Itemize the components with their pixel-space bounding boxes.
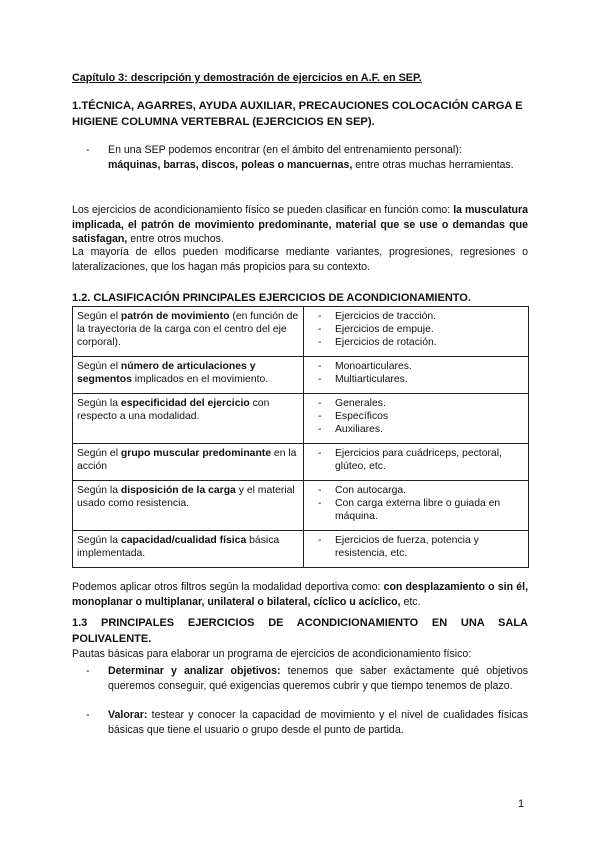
- text: implicados en el movimiento.: [131, 374, 269, 385]
- table-row: [73, 531, 529, 568]
- list-item: - Ejercicios para cuádriceps, pectoral, glúteo, etc.: [308, 447, 524, 473]
- list-item: - Con carga externa libre o guiada en máquina.: [308, 497, 524, 523]
- list-item: - Ejercicios de rotación.: [308, 336, 524, 349]
- bullet-dash: -: [86, 144, 90, 156]
- bold-text: con desplazamiento o sin él, monoplanar o multiplanar, unilateral o bilateral, cíclico u acíclico,: [72, 581, 529, 608]
- bullet-dash: -: [86, 709, 90, 721]
- section-heading-1-3: 1.3 PRINCIPALES EJERCICIOS DE ACONDICIONAMIENTO EN UNA SALA POLIVALENTE.: [72, 617, 528, 645]
- types-cell: [304, 394, 529, 444]
- text: Según el: [77, 448, 121, 459]
- classification-table: [72, 306, 529, 568]
- text: en la acción: [77, 448, 297, 472]
- list-item: - Con autocarga.: [308, 484, 524, 497]
- bold-text: especificidad del ejercicio: [120, 398, 250, 409]
- text: Según el: [77, 311, 121, 322]
- bullet-text: entre otras muchas herramientas.: [352, 158, 514, 171]
- text: Según el: [77, 361, 121, 372]
- text: con respecto a una modalidad.: [77, 398, 270, 422]
- criterion-cell: [73, 357, 304, 394]
- list-item: - Ejercicios de fuerza, potencia y resistencia, etc.: [308, 534, 524, 560]
- table-row: [73, 394, 529, 444]
- list-item: [86, 708, 528, 737]
- list-item: [86, 143, 528, 172]
- page-number: 1: [518, 798, 525, 810]
- list-item: - Monoarticulares.: [308, 360, 524, 373]
- bullet-text: tenemos que saber exáctamente qué objetivos queremos conseguir, qué exigencias queremos cubrir y que tiempo tenemos de plazo.: [108, 665, 529, 692]
- list-item: - Multiarticulares.: [308, 373, 524, 386]
- text: y el material usado como resistencia.: [77, 485, 295, 509]
- bold-text: máquinas, barras, discos, poleas o mancuernas,: [108, 158, 353, 171]
- text: Según la: [77, 398, 121, 409]
- list-item: - Generales.: [308, 397, 524, 410]
- text: Podemos aplicar otros filtros según la modalidad deportiva como:: [72, 581, 384, 593]
- text: Según la: [77, 535, 121, 546]
- text: básica implementada.: [77, 535, 280, 559]
- paragraph: La mayoría de ellos pueden modificarse mediante variantes, progresiones, regresiones o lateralizaciones, que los hagan más propicios para su contexto.: [72, 246, 528, 273]
- section-heading-1: 1.TÉCNICA, AGARRES, AYUDA AUXILIAR, PRECAUCIONES COLOCACIÓN CARGA E HIGIENE COLUMNA VERTEBRAL (EJERCICIOS EN SEP).: [72, 100, 523, 128]
- bold-text: Valorar:: [108, 709, 148, 721]
- criterion-cell: [73, 444, 304, 481]
- paragraph: [72, 580, 528, 609]
- table-row: [73, 444, 529, 481]
- bold-text: Determinar y analizar objetivos:: [108, 665, 281, 677]
- criterion-cell: [73, 481, 304, 531]
- text: etc.: [400, 595, 421, 608]
- list-item: - Ejercicios de tracción.: [308, 310, 524, 323]
- text: entre otros muchos.: [127, 233, 224, 245]
- bold-text: patrón de movimiento: [120, 311, 230, 322]
- text: Según la: [77, 485, 121, 496]
- table-row: [73, 307, 529, 357]
- bullet-text: testear y conocer la capacidad de movimiento y el nivel de cualidades físicas básicas que tiene el usuario o grupo desde el punto de partida.: [108, 709, 528, 736]
- bold-text: número de articulaciones y segmentos: [77, 361, 256, 385]
- types-cell: [304, 357, 529, 394]
- types-cell: [304, 481, 529, 531]
- criterion-cell: [73, 394, 304, 444]
- section-heading-1-2: 1.2. CLASIFICACIÓN PRINCIPALES EJERCICIOS DE ACONDICIONAMIENTO.: [72, 292, 471, 304]
- bold-text: grupo muscular predominante: [120, 448, 272, 459]
- list-item: - Auxiliares.: [308, 423, 524, 436]
- table-row: [73, 357, 529, 394]
- list-item: [86, 664, 529, 693]
- types-cell: [304, 531, 529, 568]
- bullet-dash: -: [86, 665, 90, 677]
- criterion-cell: [73, 307, 304, 357]
- types-cell: [304, 307, 529, 357]
- bold-text: capacidad/cualidad física: [120, 535, 247, 546]
- list-item: - Ejercicios de empuje.: [308, 323, 524, 336]
- chapter-title: Capítulo 3: descripción y demostración de ejercicios en A.F. en SEP.: [72, 72, 422, 84]
- text: Los ejercicios de acondicionamiento físico se pueden clasificar en función como:: [72, 204, 454, 216]
- paragraph: Pautas básicas para elaborar un programa de ejercicios de acondicionamiento físico:: [72, 648, 472, 660]
- list-item: - Específicos: [308, 410, 524, 423]
- types-cell: [304, 444, 529, 481]
- paragraph: [72, 203, 528, 247]
- bold-text: la musculatura implicada, el patrón de movimiento predominante, material que se use o demandas que satisfagan,: [72, 204, 528, 245]
- bullet-text: En una SEP podemos encontrar (en el ámbito del entrenamiento personal):: [108, 144, 462, 156]
- criterion-cell: [73, 531, 304, 568]
- table-row: [73, 481, 529, 531]
- bold-text: disposición de la carga: [120, 485, 236, 496]
- text: (en función de la trayectoria de la carga con el centro del eje corporal).: [77, 311, 299, 348]
